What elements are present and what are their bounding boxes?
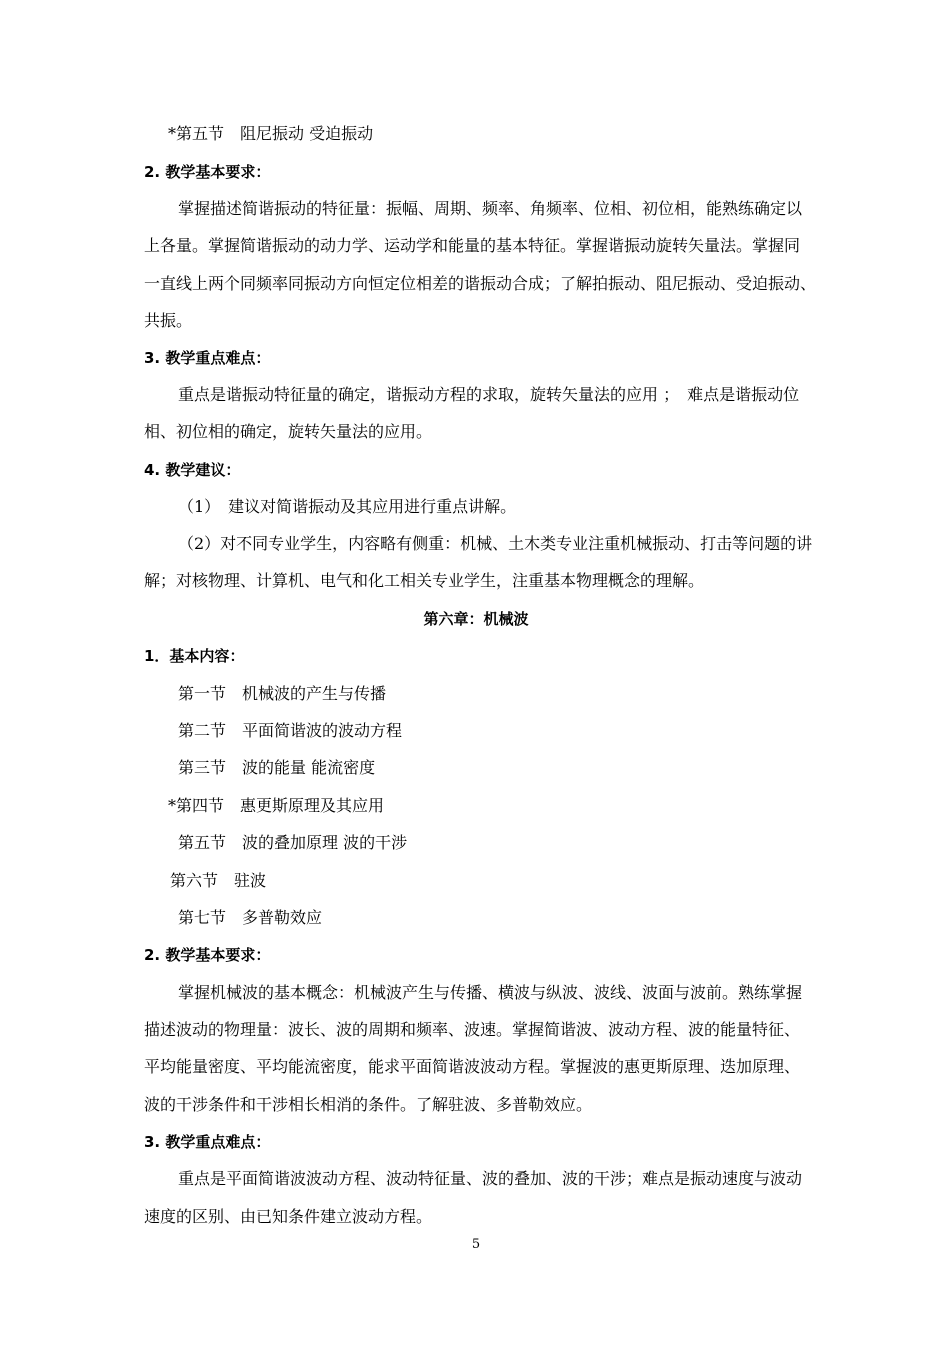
section-item: *第五节 阻尼振动 受迫振动 — [168, 124, 374, 143]
list-item: （1） 建议对简谐振动及其应用进行重点讲解。 — [178, 497, 517, 516]
paragraph-line: 掌握描述简谐振动的特征量：振幅、周期、频率、角频率、位相、初位相，能熟练确定以 — [178, 199, 803, 218]
paragraph-line: 解；对核物理、计算机、电气和化工相关专业学生，注重基本物理概念的理解。 — [144, 571, 705, 590]
section-heading: 3. 教学重点难点： — [144, 349, 271, 367]
page-number: 5 — [471, 1237, 481, 1252]
paragraph-line: 平均能量密度、平均能流密度，能求平面简谐波波动方程。掌握波的惠更斯原理、迭加原理、 — [144, 1057, 801, 1076]
section-heading: 4. 教学建议： — [144, 461, 241, 479]
paragraph-line: 重点是谐振动特征量的确定，谐振动方程的求取，旋转矢量法的应用 ； 难点是谐振动位 — [178, 385, 800, 404]
section-item: 第二节 平面简谐波的波动方程 — [178, 721, 403, 740]
paragraph-line: 描述波动的物理量：波长、波的周期和频率、波速。掌握简谐波、波动方程、波的能量特征、 — [144, 1020, 801, 1039]
paragraph-line: 一直线上两个同频率同振动方向恒定位相差的谐振动合成；了解拍振动、阻尼振动、受迫振动、 — [144, 274, 817, 293]
paragraph-line: 重点是平面简谐波波动方程、波动特征量、波的叠加、波的干涉；难点是振动速度与波动 — [178, 1169, 803, 1188]
section-heading: 1．基本内容： — [144, 647, 245, 665]
section-heading: 2. 教学基本要求： — [144, 946, 271, 964]
paragraph-line: 速度的区别、由已知条件建立波动方程。 — [144, 1207, 433, 1226]
paragraph-line: 掌握机械波的基本概念：机械波产生与传播、横波与纵波、波线、波面与波前。熟练掌握 — [178, 983, 803, 1002]
section-item: 第六节 驻波 — [170, 871, 267, 890]
paragraph-line: 波的干涉条件和干涉相长相消的条件。了解驻波、多普勒效应。 — [144, 1095, 593, 1114]
paragraph-line: 上各量。掌握简谐振动的动力学、运动学和能量的基本特征。掌握谐振动旋转矢量法。掌握同 — [144, 236, 801, 255]
chapter-title: 第六章：机械波 — [423, 610, 529, 628]
section-item: 第五节 波的叠加原理 波的干涉 — [178, 833, 408, 852]
section-item: 第一节 机械波的产生与传播 — [178, 684, 387, 703]
section-heading: 3. 教学重点难点： — [144, 1133, 271, 1151]
section-item: 第七节 多普勒效应 — [178, 908, 323, 927]
paragraph-line: 相、初位相的确定，旋转矢量法的应用。 — [144, 422, 433, 441]
section-item: *第四节 惠更斯原理及其应用 — [168, 796, 385, 815]
section-heading: 2. 教学基本要求： — [144, 163, 271, 181]
paragraph-line: （2）对不同专业学生，内容略有侧重：机械、土木类专业注重机械振动、打击等问题的讲 — [178, 534, 813, 553]
paragraph-line: 共振。 — [144, 311, 193, 330]
section-item: 第三节 波的能量 能流密度 — [178, 758, 376, 777]
